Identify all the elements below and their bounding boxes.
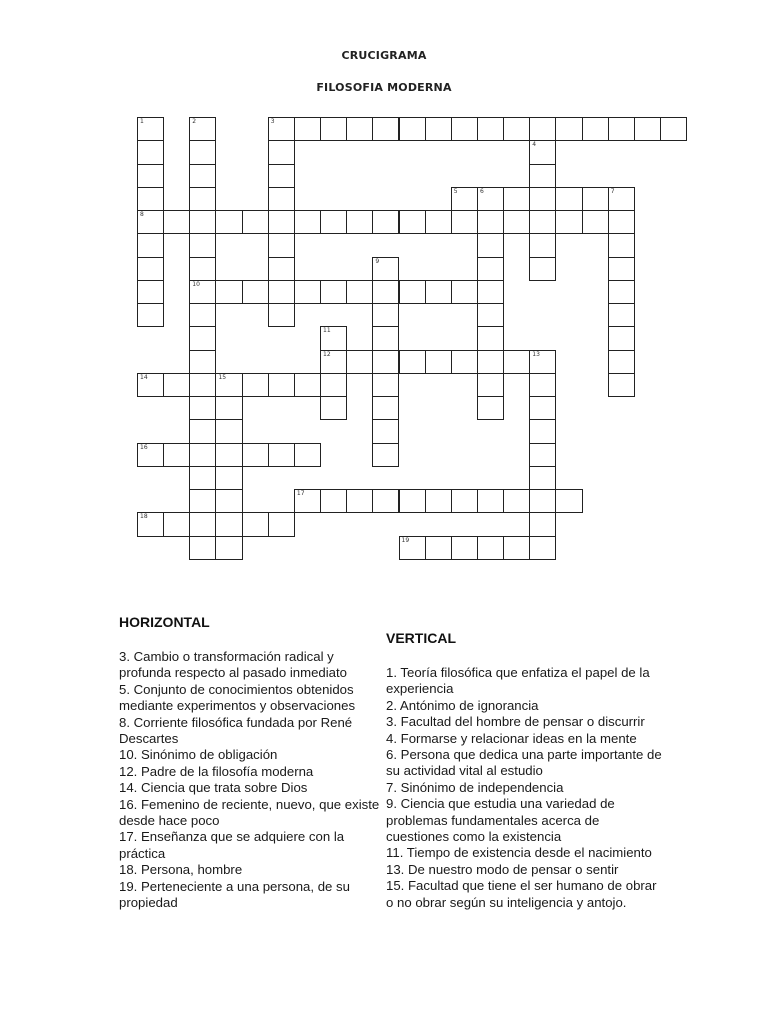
crossword-cell[interactable] — [320, 396, 347, 420]
crossword-cell[interactable] — [372, 210, 399, 234]
vertical-clue-list — [386, 665, 666, 911]
crossword-cell[interactable] — [477, 373, 504, 397]
crossword-cell[interactable] — [608, 373, 635, 397]
crossword-cell[interactable] — [137, 210, 164, 234]
crossword-cell[interactable] — [372, 489, 399, 513]
crossword-cell[interactable] — [137, 303, 164, 327]
crossword-cell[interactable] — [451, 210, 478, 234]
crossword-cell[interactable] — [163, 373, 190, 397]
crossword-cell[interactable] — [503, 489, 530, 513]
crossword-cell[interactable] — [242, 280, 269, 304]
crossword-cell[interactable] — [137, 117, 164, 141]
crossword-cell[interactable] — [399, 117, 426, 141]
clue-number: 11 — [323, 327, 331, 335]
crossword-cell[interactable] — [268, 512, 295, 536]
crossword-cell[interactable] — [215, 466, 242, 490]
crossword-cell[interactable] — [268, 233, 295, 257]
crossword-cell[interactable] — [189, 536, 216, 560]
crossword-cell[interactable] — [163, 443, 190, 467]
crossword-cell[interactable] — [529, 210, 556, 234]
crossword-cell[interactable] — [451, 350, 478, 374]
crossword-cell[interactable] — [555, 117, 582, 141]
crossword-cell[interactable] — [242, 373, 269, 397]
crossword-cell[interactable] — [529, 396, 556, 420]
crossword-cell[interactable] — [529, 140, 556, 164]
crossword-cell[interactable] — [268, 140, 295, 164]
crossword-cell[interactable] — [503, 210, 530, 234]
clue-number: 1 — [140, 118, 144, 125]
crossword-cell[interactable] — [242, 512, 269, 536]
crossword-cell[interactable] — [242, 443, 269, 467]
crossword-cell[interactable] — [242, 210, 269, 234]
crossword-cell[interactable] — [215, 373, 242, 397]
crossword-cell[interactable] — [477, 210, 504, 234]
crossword-cell[interactable] — [608, 350, 635, 374]
crossword-cell[interactable] — [477, 233, 504, 257]
crossword-cell[interactable] — [215, 396, 242, 420]
crossword-cell[interactable] — [529, 373, 556, 397]
crossword-cell[interactable] — [503, 187, 530, 211]
crossword-cell[interactable] — [189, 326, 216, 350]
crossword-cell[interactable] — [320, 210, 347, 234]
crossword-cell[interactable] — [189, 350, 216, 374]
crossword-cell[interactable] — [372, 419, 399, 443]
clue-number: 15 — [218, 373, 227, 381]
clue-number: 10 — [192, 280, 200, 288]
horizontal-clue: 10. Sinónimo de obligación — [119, 747, 278, 763]
crossword-cell[interactable] — [346, 210, 373, 234]
vertical-clue: 2. Antónimo de ignorancia — [386, 697, 539, 713]
crossword-cell[interactable] — [189, 489, 216, 513]
clue-number: 7 — [610, 187, 615, 195]
crossword-cell[interactable] — [451, 280, 478, 304]
crossword-cell[interactable] — [529, 443, 556, 467]
clue-number: 19 — [401, 536, 410, 544]
crossword-cell[interactable] — [608, 117, 635, 141]
crossword-cell[interactable] — [372, 396, 399, 420]
crossword-cell[interactable] — [477, 280, 504, 304]
crossword-cell[interactable] — [189, 257, 216, 281]
crossword-cell[interactable] — [555, 187, 582, 211]
clue-number: 16 — [140, 443, 148, 451]
horizontal-clue: 12. Padre de la filosofía moderna — [119, 763, 314, 779]
crossword-cell[interactable] — [268, 117, 295, 141]
crossword-cell[interactable] — [137, 512, 164, 536]
crossword-cell[interactable] — [529, 117, 556, 141]
crossword-cell[interactable] — [503, 350, 530, 374]
horizontal-clue: 14. Ciencia que trata sobre Dios — [119, 780, 308, 796]
crossword-subtitle: FILOSOFIA MODERNA — [316, 81, 452, 94]
crossword-cell[interactable] — [425, 117, 452, 141]
crossword-cell[interactable] — [189, 512, 216, 536]
clue-number: 3 — [270, 118, 275, 125]
crossword-cell[interactable] — [503, 536, 530, 560]
crossword-cell[interactable] — [189, 280, 216, 304]
crossword-cell[interactable] — [477, 350, 504, 374]
crossword-cell[interactable] — [451, 536, 478, 560]
clue-number: 14 — [140, 373, 148, 381]
vertical-heading: VERTICAL — [386, 630, 456, 646]
crossword-cell[interactable] — [294, 443, 321, 467]
crossword-cell[interactable] — [529, 187, 556, 211]
crossword-cell[interactable] — [294, 117, 321, 141]
crossword-cell[interactable] — [268, 210, 295, 234]
crossword-cell[interactable] — [608, 233, 635, 257]
crossword-cell[interactable] — [529, 164, 556, 188]
crossword-cell[interactable] — [477, 117, 504, 141]
horizontal-clue: 19. Perteneciente a una persona, de su propiedad — [119, 878, 350, 911]
horizontal-clue: 18. Persona, hombre — [119, 862, 243, 878]
clue-number: 13 — [532, 350, 540, 358]
crossword-cell[interactable] — [268, 164, 295, 188]
crossword-cell[interactable] — [215, 536, 242, 560]
clue-number: 8 — [140, 211, 144, 218]
crossword-cell[interactable] — [215, 443, 242, 467]
crossword-cell[interactable] — [346, 489, 373, 513]
horizontal-clue: 3. Cambio o transformación radical y profunda respecto al pasado inmediato — [119, 649, 348, 681]
vertical-clue: 6. Persona que dedica una parte importante de su actividad vital al estudio — [386, 747, 662, 779]
crossword-cell[interactable] — [372, 373, 399, 397]
vertical-clue: 7. Sinónimo de independencia — [386, 779, 564, 795]
clue-number: 5 — [453, 187, 458, 195]
crossword-cell[interactable] — [189, 303, 216, 327]
clue-number: 4 — [532, 141, 537, 149]
crossword-cell[interactable] — [477, 187, 504, 211]
crossword-cell[interactable] — [608, 326, 635, 350]
crossword-cell[interactable] — [582, 117, 609, 141]
crossword-cell[interactable] — [529, 233, 556, 257]
crossword-cell[interactable] — [529, 489, 556, 513]
crossword-cell[interactable] — [529, 257, 556, 281]
crossword-cell[interactable] — [294, 210, 321, 234]
crossword-cell[interactable] — [268, 443, 295, 467]
crossword-title: CRUCIGRAMA — [341, 49, 427, 62]
crossword-cell[interactable] — [372, 303, 399, 327]
crossword-cell[interactable] — [477, 303, 504, 327]
crossword-cell[interactable] — [372, 443, 399, 467]
clue-number: 9 — [375, 257, 380, 265]
horizontal-clue-list — [119, 649, 381, 912]
crossword-cell[interactable] — [477, 536, 504, 560]
crossword-cell[interactable] — [451, 187, 478, 211]
crossword-cell[interactable] — [372, 117, 399, 141]
crossword-cell[interactable] — [634, 117, 661, 141]
crossword-cell[interactable] — [555, 210, 582, 234]
crossword-cell[interactable] — [268, 257, 295, 281]
crossword-cell[interactable] — [425, 350, 452, 374]
crossword-cell[interactable] — [189, 419, 216, 443]
crossword-cell[interactable] — [137, 233, 164, 257]
crossword-cell[interactable] — [425, 280, 452, 304]
crossword-cell[interactable] — [268, 373, 295, 397]
crossword-cell[interactable] — [268, 280, 295, 304]
crossword-cell[interactable] — [425, 489, 452, 513]
crossword-cell[interactable] — [137, 187, 164, 211]
crossword-cell[interactable] — [582, 187, 609, 211]
vertical-clue: 1. Teoría filosófica que enfatiza el papel de la experiencia — [386, 665, 650, 697]
crossword-cell[interactable] — [189, 373, 216, 397]
clue-number: 17 — [296, 490, 305, 497]
crossword-cell[interactable] — [399, 210, 426, 234]
crossword-cell[interactable] — [372, 350, 399, 374]
vertical-clue: 3. Facultad del hombre de pensar o discurrir — [386, 714, 645, 730]
crossword-cell[interactable] — [346, 350, 373, 374]
crossword-cell[interactable] — [451, 117, 478, 141]
crossword-cell[interactable] — [268, 187, 295, 211]
crossword-cell[interactable] — [608, 303, 635, 327]
crossword-cell[interactable] — [582, 210, 609, 234]
crossword-cell[interactable] — [163, 512, 190, 536]
crossword-cell[interactable] — [555, 489, 582, 513]
crossword-cell[interactable] — [608, 210, 635, 234]
crossword-cell[interactable] — [477, 396, 504, 420]
crossword-cell[interactable] — [320, 373, 347, 397]
crossword-cell[interactable] — [163, 210, 190, 234]
crossword-cell[interactable] — [189, 396, 216, 420]
crossword-cell[interactable] — [529, 419, 556, 443]
crossword-cell[interactable] — [399, 489, 426, 513]
crossword-cell[interactable] — [529, 512, 556, 536]
clue-number: 2 — [192, 118, 197, 125]
crossword-cell[interactable] — [529, 350, 556, 374]
crossword-cell[interactable] — [477, 257, 504, 281]
crossword-cell[interactable] — [608, 257, 635, 281]
crossword-cell[interactable] — [399, 350, 426, 374]
crossword-cell[interactable] — [189, 117, 216, 141]
crossword-cell[interactable] — [372, 280, 399, 304]
crossword-cell[interactable] — [425, 536, 452, 560]
horizontal-clue: 5. Conjunto de conocimientos obtenidos mediante experimentos y observaciones — [119, 681, 356, 714]
crossword-cell[interactable] — [372, 326, 399, 350]
crossword-cell[interactable] — [189, 443, 216, 467]
crossword-cell[interactable] — [189, 466, 216, 490]
horizontal-heading: HORIZONTAL — [119, 614, 210, 630]
crossword-cell[interactable] — [529, 536, 556, 560]
crossword-cell[interactable] — [477, 326, 504, 350]
crossword-cell[interactable] — [294, 489, 321, 513]
crossword-cell[interactable] — [372, 257, 399, 281]
clue-number: 12 — [323, 350, 331, 358]
crossword-cell[interactable] — [137, 257, 164, 281]
vertical-clue: 15. Facultad que tiene el ser humano de obrar o no obrar según su inteligencia y antojo. — [386, 878, 657, 910]
crossword-cell[interactable] — [215, 512, 242, 536]
crossword-cell[interactable] — [137, 373, 164, 397]
crossword-cell[interactable] — [608, 280, 635, 304]
crossword-cell[interactable] — [294, 373, 321, 397]
crossword-cell[interactable] — [477, 489, 504, 513]
crossword-cell[interactable] — [189, 164, 216, 188]
crossword-cell[interactable] — [137, 443, 164, 467]
vertical-clue: 9. Ciencia que estudia una variedad de problemas fundamentales acerca de cuestiones como la existencia — [386, 796, 615, 845]
crossword-cell[interactable] — [320, 326, 347, 350]
crossword-cell[interactable] — [320, 117, 347, 141]
crossword-cell[interactable] — [215, 210, 242, 234]
clue-number: 18 — [140, 513, 148, 521]
crossword-cell[interactable] — [320, 489, 347, 513]
crossword-cell[interactable] — [189, 140, 216, 164]
crossword-cell[interactable] — [451, 489, 478, 513]
horizontal-clue: 8. Corriente filosófica fundada por René Descartes — [119, 714, 353, 747]
crossword-cell[interactable] — [399, 280, 426, 304]
crossword-cell[interactable] — [189, 233, 216, 257]
crossword-cell[interactable] — [425, 210, 452, 234]
crossword-cell[interactable] — [215, 280, 242, 304]
vertical-clue: 11. Tiempo de existencia desde el nacimiento — [386, 845, 652, 861]
horizontal-clue: 17. Enseñanza que se adquiere con la práctica — [119, 829, 345, 861]
crossword-cell[interactable] — [268, 303, 295, 327]
crossword-cell[interactable] — [189, 210, 216, 234]
crossword-cell[interactable] — [503, 117, 530, 141]
crossword-cell[interactable] — [608, 187, 635, 211]
crossword-cell[interactable] — [137, 280, 164, 304]
crossword-cell[interactable] — [660, 117, 687, 141]
vertical-clue: 13. De nuestro modo de pensar o sentir — [386, 861, 619, 877]
crossword-cell[interactable] — [346, 117, 373, 141]
crossword-cell[interactable] — [189, 187, 216, 211]
vertical-clue: 4. Formarse y relacionar ideas en la mente — [386, 730, 637, 746]
crossword-cell[interactable] — [294, 280, 321, 304]
horizontal-clue: 16. Femenino de reciente, nuevo, que existe desde hace poco — [119, 796, 380, 829]
crossword-cell[interactable] — [346, 280, 373, 304]
clue-number: 6 — [479, 187, 484, 195]
crossword-cell[interactable] — [137, 164, 164, 188]
crossword-cell[interactable] — [529, 466, 556, 490]
crossword-cell[interactable] — [320, 280, 347, 304]
crossword-cell[interactable] — [137, 140, 164, 164]
crossword-cell[interactable] — [399, 536, 426, 560]
crossword-cell[interactable] — [215, 419, 242, 443]
crossword-cell[interactable] — [215, 489, 242, 513]
crossword-cell[interactable] — [320, 350, 347, 374]
